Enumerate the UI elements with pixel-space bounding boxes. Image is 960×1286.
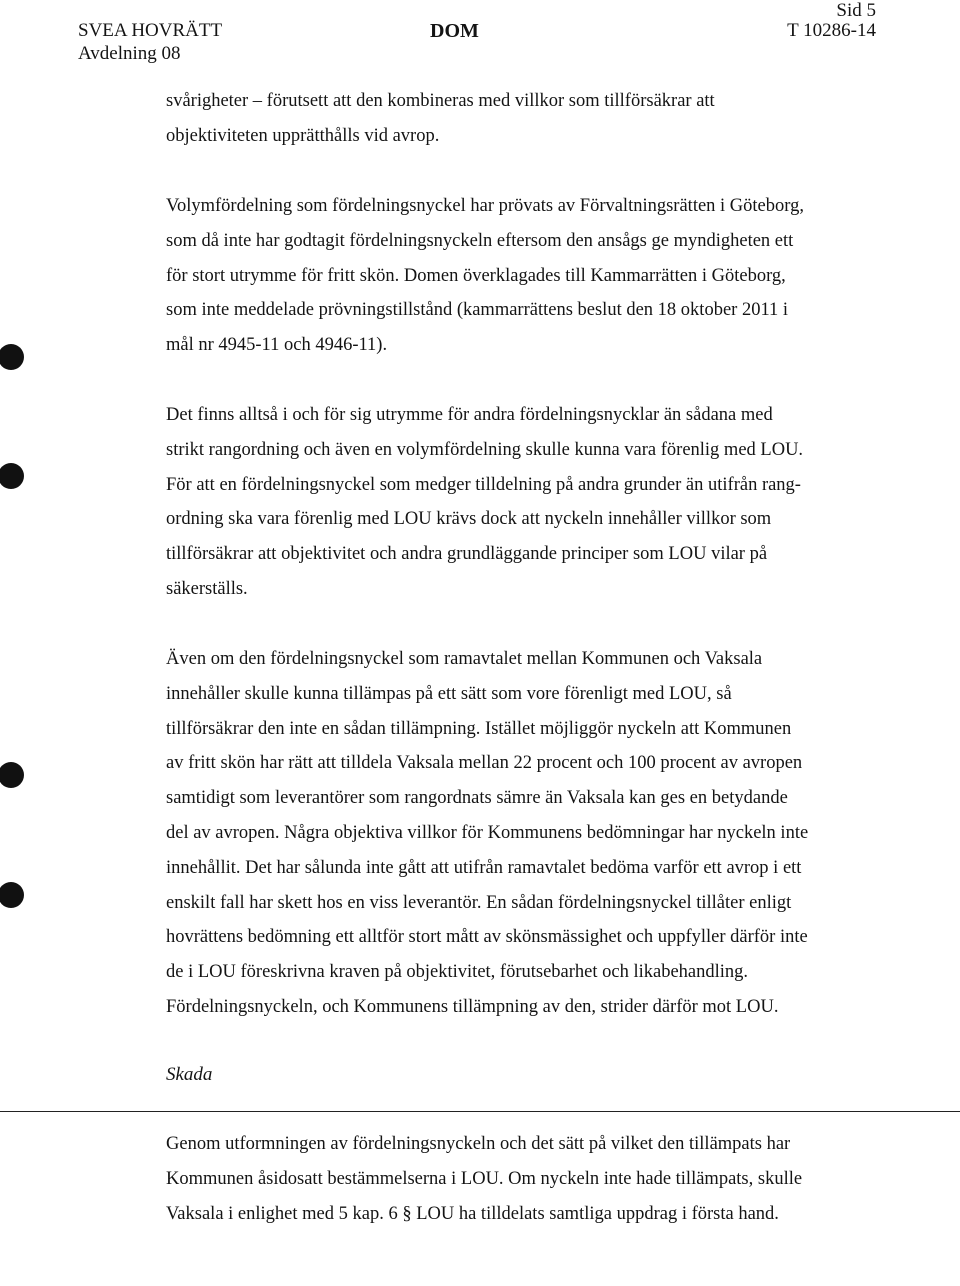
punch-hole: [0, 882, 24, 908]
section-heading: Skada: [166, 1064, 213, 1085]
text-line: enskilt fall har skett hos en viss leverantör. En sådan fördelningsnyckel tillåter enligt: [166, 892, 792, 913]
punch-hole: [0, 344, 24, 370]
case-number: T 10286-14: [787, 20, 876, 41]
text-line: som inte meddelade prövningstillstånd (kammarrättens beslut den 18 oktober 2011 i: [166, 300, 789, 321]
document-type: DOM: [430, 20, 479, 42]
text-line: svårigheter – förutsett att den kombineras med villkor som tillförsäkrar att: [166, 91, 715, 111]
text-line: Fördelningsnyckeln, och Kommunens tillämpning av den, strider därför mot LOU.: [166, 996, 779, 1017]
text-line: för stort utrymme för fritt skön. Domen överklagades till Kammarrätten i Göteborg,: [166, 265, 786, 286]
text-line: Genom utformningen av fördelningsnyckeln och det sätt på vilket den tillämpats har: [166, 1134, 791, 1154]
page-number: Sid 5: [836, 0, 876, 21]
text-line: Även om den fördelningsnyckel som ramavtalet mellan Kommunen och Vaksala: [166, 649, 763, 669]
text-line: av fritt skön har rätt att tilldela Vaksala mellan 22 procent och 100 procent av avropen: [166, 753, 803, 774]
text-line: tillförsäkrar den inte en sådan tillämpning. Istället möjliggör nyckeln att Kommunen: [166, 718, 792, 739]
text-line: de i LOU föreskrivna kraven på objektivitet, förutsebarhet och likabehandling.: [166, 962, 749, 983]
paragraph: [166, 189, 866, 363]
punch-hole: [0, 762, 24, 788]
text-line: Det finns alltså i och för sig utrymme för andra fördelningsnycklar än sådana med: [166, 405, 773, 425]
divider: [0, 1111, 960, 1112]
punch-hole: [0, 463, 24, 489]
text-line: innehållit. Det har sålunda inte gått att utifrån ramavtalet bedöma varför ett avrop i ett: [166, 857, 802, 878]
division: Avdelning 08: [78, 43, 181, 64]
text-line: som då inte har godtagit fördelningsnyckeln eftersom den ansågs ge myndigheten ett: [166, 230, 794, 251]
text-line: ordning ska vara förenlig med LOU krävs dock att nyckeln innehåller villkor som: [166, 509, 772, 530]
text-line: För att en fördelningsnyckel som medger tilldelning på andra grunder än utifrån rang-: [166, 474, 801, 495]
paragraph: [166, 642, 866, 1025]
text-line: strikt rangordning och även en volymfördelning skulle kunna vara förenlig med LOU.: [166, 439, 804, 460]
text-line: säkerställs.: [166, 578, 248, 599]
court-name: SVEA HOVRÄTT: [78, 20, 223, 41]
text-line: Kommunen åsidosatt bestämmelserna i LOU. Om nyckeln inte hade tillämpats, skulle: [166, 1168, 803, 1189]
text-line: Vaksala i enlighet med 5 kap. 6 § LOU ha tilldelats samtliga uppdrag i första hand.: [166, 1203, 779, 1224]
paragraph: [166, 398, 866, 607]
text-line: Volymfördelning som fördelningsnyckel har prövats av Förvaltningsrätten i Göteborg,: [166, 196, 804, 216]
text-line: innehåller skulle kunna tillämpas på ett sätt som vore förenligt med LOU, så: [166, 683, 732, 704]
text-line: objektiviteten upprätthålls vid avrop.: [166, 125, 440, 146]
paragraph: [166, 1127, 866, 1231]
text-line: samtidigt som leverantörer som rangordnats sämre än Vaksala kan ges en betydande: [166, 788, 788, 809]
text-line: tillförsäkrar att objektivitet och andra grundläggande principer som LOU vilar på: [166, 544, 768, 565]
text-line: mål nr 4945-11 och 4946-11).: [166, 335, 388, 356]
text-line: hovrättens bedömning ett alltför stort mått av skönsmässighet och uppfyller därför inte: [166, 927, 808, 948]
text-line: del av avropen. Några objektiva villkor för Kommunens bedömningar har nyckeln inte: [166, 822, 809, 843]
paragraph: [166, 84, 866, 154]
